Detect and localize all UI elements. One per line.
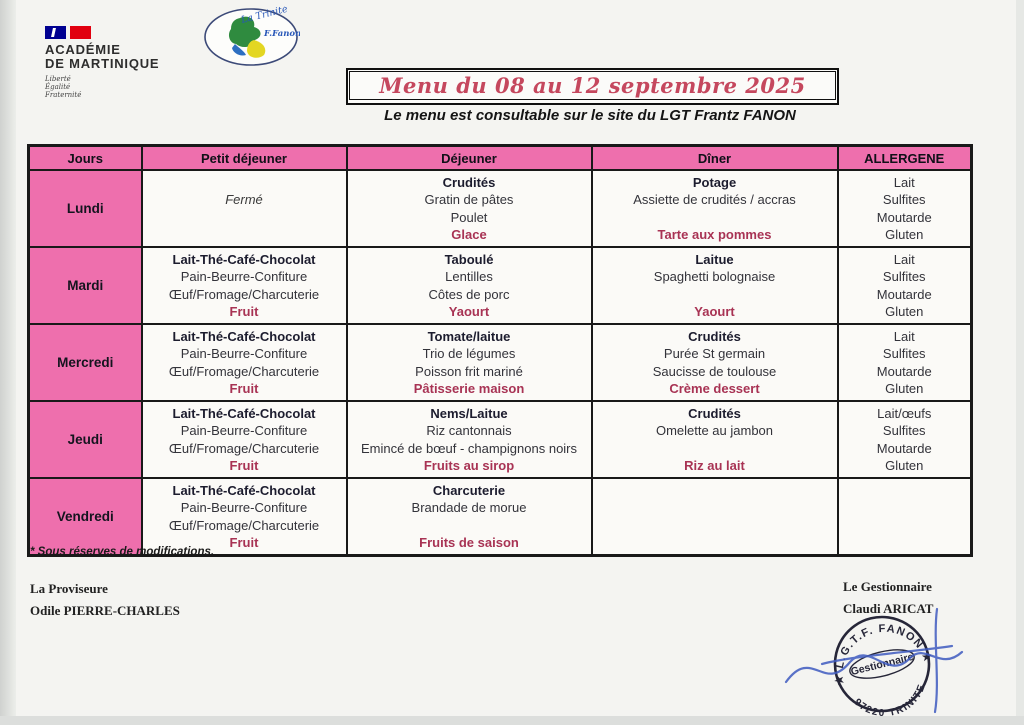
- scan-edge: [0, 0, 16, 725]
- proviseure-name: Odile PIERRE-CHARLES: [30, 603, 180, 618]
- table-row-lundi: [29, 170, 972, 247]
- menu-line: Œuf/Fromage/Charcuterie: [168, 363, 320, 379]
- breakfast-cell: [142, 478, 347, 556]
- menu-line: Lait-Thé-Café-Chocolat: [172, 329, 316, 345]
- menu-line: [593, 440, 837, 457]
- academie-martinique-logo: [45, 26, 159, 99]
- menu-line: Brandade de morue: [411, 500, 527, 516]
- dinner-cell: [592, 170, 838, 247]
- allergen-line: Gluten: [885, 226, 924, 242]
- allergen-cell: [838, 247, 972, 324]
- academy-name-line2: DE MARTINIQUE: [45, 56, 160, 71]
- menu-line: Trio de légumes: [422, 346, 516, 362]
- menu-line: Pain-Beurre-Confiture: [180, 500, 308, 516]
- menu-line: Omelette au jambon: [655, 423, 774, 439]
- lunch-cell: [347, 247, 592, 324]
- allergen-line: Moutarde: [876, 440, 932, 456]
- gestionnaire-name: Claudi ARICAT: [843, 601, 934, 616]
- menu-line: [348, 517, 591, 534]
- menu-line: Purée St germain: [663, 346, 766, 362]
- allergen-line: Gluten: [885, 380, 924, 396]
- dinner-cell: [592, 247, 838, 324]
- allergen-line: Moutarde: [876, 209, 932, 225]
- gestionnaire-role: Le Gestionnaire: [843, 579, 932, 594]
- lunch-cell: [347, 170, 592, 247]
- proviseure-signature-block: [30, 578, 180, 622]
- french-flag-icon: [45, 26, 159, 39]
- lunch-cell: [347, 324, 592, 401]
- menu-line: Yaourt: [694, 303, 735, 319]
- svg-text:97220 TRINITE: [850, 680, 933, 725]
- header-allergene: ALLERGENE: [838, 146, 972, 171]
- scan-edge: [1016, 0, 1024, 725]
- menu-line: Œuf/Fromage/Charcuterie: [168, 517, 320, 533]
- lunch-cell: [347, 478, 592, 556]
- menu-line: [593, 286, 837, 303]
- menu-line: Yaourt: [448, 303, 490, 319]
- menu-line: Tomate/laitue: [427, 329, 511, 345]
- menu-line: Poisson frit mariné: [415, 363, 523, 379]
- allergen-cell-empty: [838, 478, 972, 556]
- allergen-line: Sulfites: [882, 192, 926, 208]
- school-logo-graphic: [202, 6, 300, 68]
- menu-line: Assiette de crudités / accras: [633, 192, 796, 208]
- day-cell: Vendredi: [29, 478, 142, 556]
- allergen-line: Gluten: [885, 303, 924, 319]
- header-diner: Dîner: [592, 146, 838, 171]
- lunch-cell: [347, 401, 592, 478]
- menu-line: Pâtisserie maison: [413, 380, 525, 396]
- menu-line: Glace: [451, 226, 487, 242]
- allergen-line: Lait: [893, 252, 915, 268]
- menu-line: Nems/Laitue: [430, 406, 508, 422]
- allergen-line: Lait/œufs: [877, 406, 932, 422]
- menu-line: Fruit: [229, 534, 259, 550]
- menu-line: Riz au lait: [684, 457, 745, 473]
- allergen-line: Lait: [893, 175, 915, 191]
- menu-line: Poulet: [450, 209, 488, 225]
- school-logo-text-fanon: F.Fanon: [264, 29, 300, 39]
- table-row-mardi: [29, 247, 972, 324]
- menu-line: Crudités: [688, 406, 741, 422]
- motto-fraternite: Fraternité: [45, 91, 82, 99]
- breakfast-cell: [142, 247, 347, 324]
- allergen-line: Moutarde: [876, 286, 932, 302]
- header-petit-dejeuner: Petit déjeuner: [142, 146, 347, 171]
- menu-line: Gratin de pâtes: [424, 192, 514, 208]
- stamp-and-signature-graphic: [782, 592, 982, 725]
- menu-line: Laitue: [695, 252, 734, 268]
- table-row-mercredi: [29, 324, 972, 401]
- menu-line: Pain-Beurre-Confiture: [180, 346, 308, 362]
- menu-line: Charcuterie: [432, 483, 506, 499]
- menu-title: Menu du 08 au 12 septembre 2025: [379, 73, 806, 98]
- menu-line: [593, 209, 837, 226]
- menu-line: Côtes de porc: [428, 286, 510, 302]
- allergen-line: Sulfites: [882, 346, 926, 362]
- weekly-menu-table: [27, 144, 973, 557]
- table-header-row: [29, 146, 972, 171]
- menu-line: Crème dessert: [669, 380, 760, 396]
- breakfast-cell: [142, 170, 347, 247]
- official-stamp: [782, 592, 982, 725]
- menu-line: Crudités: [442, 175, 496, 191]
- menu-line: Lait-Thé-Café-Chocolat: [172, 483, 316, 499]
- breakfast-cell: [142, 401, 347, 478]
- day-cell: Mercredi: [29, 324, 142, 401]
- header-dejeuner: Déjeuner: [347, 146, 592, 171]
- allergen-line: Sulfites: [882, 423, 926, 439]
- stamp-arc-bottom-text: 97220 TRINITE: [851, 682, 929, 720]
- menu-line: Lentilles: [445, 269, 493, 285]
- menu-line: Saucisse de toulouse: [652, 363, 777, 379]
- allergen-line: Sulfites: [882, 269, 926, 285]
- menu-line: Pain-Beurre-Confiture: [180, 269, 308, 285]
- school-logo: [202, 6, 300, 73]
- table-row-jeudi: [29, 401, 972, 478]
- menu-line: Riz cantonnais: [426, 423, 512, 439]
- school-logo-text-trinite: La Trinité: [240, 6, 289, 26]
- dinner-cell-empty: [592, 478, 838, 556]
- allergen-line: Gluten: [885, 457, 924, 473]
- menu-line: Emincé de bœuf - champignons noirs: [360, 440, 578, 456]
- stamp-arc-top-text: ★ L.G.T.F. FANON ★: [833, 622, 935, 686]
- menu-line: Tarte aux pommes: [657, 226, 772, 242]
- modification-note: * Sous réserves de modifications.: [30, 546, 215, 558]
- table-row-vendredi: [29, 478, 972, 556]
- allergen-line: Lait: [893, 329, 915, 345]
- menu-line: Lait-Thé-Café-Chocolat: [172, 252, 316, 268]
- menu-line: Fruit: [229, 380, 259, 396]
- menu-line: Œuf/Fromage/Charcuterie: [168, 440, 320, 456]
- day-cell: Jeudi: [29, 401, 142, 478]
- menu-line: Fruits de saison: [419, 534, 519, 550]
- proviseure-role: La Proviseure: [30, 581, 108, 596]
- allergen-cell: [838, 401, 972, 478]
- menu-line: Spaghetti bolognaise: [653, 269, 776, 285]
- allergen-cell: [838, 170, 972, 247]
- motto-liberte: Liberté: [45, 75, 71, 83]
- menu-line: Œuf/Fromage/Charcuterie: [168, 286, 320, 302]
- breakfast-cell: [142, 324, 347, 401]
- menu-line: Fruit: [229, 457, 259, 473]
- header-jours: Jours: [29, 146, 142, 171]
- dinner-cell: [592, 324, 838, 401]
- menu-line: Fermé: [225, 192, 263, 208]
- day-cell: Mardi: [29, 247, 142, 324]
- stamp-center-text: Gestionnaire: [849, 650, 915, 679]
- allergen-cell: [838, 324, 972, 401]
- allergen-line: Moutarde: [876, 363, 932, 379]
- academy-name-line1: ACADÉMIE: [45, 42, 121, 57]
- motto-egalite: Égalité: [45, 83, 71, 91]
- menu-title-box: [346, 68, 839, 105]
- menu-line: Fruits au sirop: [423, 457, 515, 473]
- menu-line: Pain-Beurre-Confiture: [180, 423, 308, 439]
- dinner-cell: [592, 401, 838, 478]
- menu-line: Potage: [692, 175, 737, 191]
- menu-line: Lait-Thé-Café-Chocolat: [172, 406, 316, 422]
- flag-red-block: [70, 26, 91, 39]
- day-cell: Lundi: [29, 170, 142, 247]
- menu-line: Crudités: [688, 329, 741, 345]
- menu-line: Taboulé: [444, 252, 494, 268]
- menu-line: Fruit: [229, 303, 259, 319]
- menu-subtitle: Le menu est consultable sur le site du LGT Frantz FANON: [384, 107, 796, 124]
- flag-blue-block: [45, 26, 66, 39]
